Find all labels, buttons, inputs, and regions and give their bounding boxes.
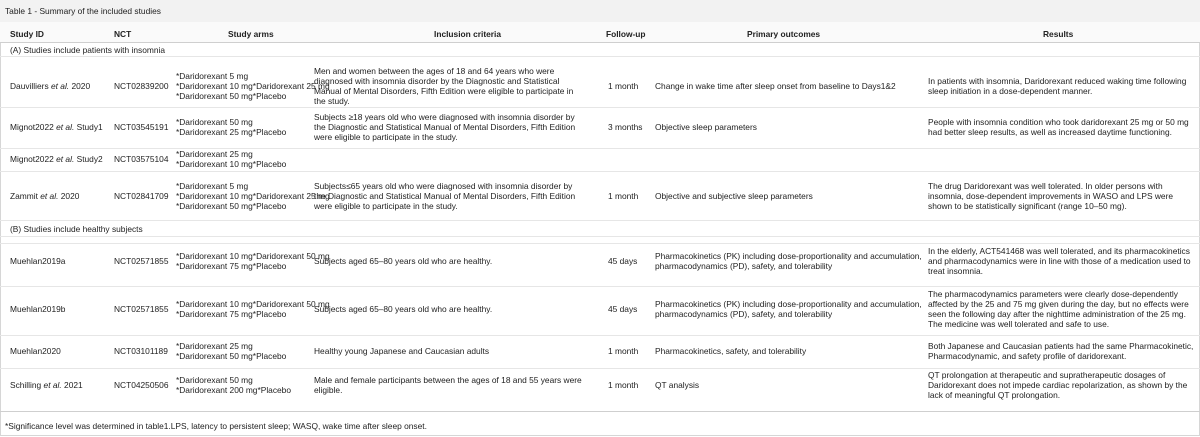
cell-inclusion-criteria-line: Subjects aged 65–80 years old who are healthy. [314,303,493,314]
cell-inclusion-criteria-line: Subjects≤65 years old who were diagnosed with insomnia disorder by [314,180,573,191]
cell-follow-up: 45 days [608,255,638,266]
study-name: Mignot2022 [10,121,54,132]
study-et-al: et al. [40,190,59,201]
cell-primary-outcomes-line: pharmacodynamics (PD), safety, and tolerability [655,309,833,319]
cell-nct: NCT03101189 [114,345,168,356]
cell-results-line: The pharmacodynamics parameters were clearly dose-dependently [928,288,1178,299]
cell-study-id [10,304,65,314]
cell-inclusion-criteria-line: the Diagnostic and Statistical Manual of Mental Disorders, Fifth Edition [314,121,576,132]
cell-study-id [10,256,65,266]
header-study-arms: Study arms [228,29,274,39]
cell-study-arms-line: *Daridorexant 50 mg*Placebo [176,91,287,102]
section-heading-healthy: (B) Studies include healthy subjects [10,224,143,234]
cell-results-line: People with insomnia condition who took daridorexant 25 mg or 50 mg [928,116,1189,127]
table-caption: Table 1 - Summary of the included studies [5,6,161,16]
cell-primary-outcomes-line: Pharmacokinetics, safety, and tolerability [655,345,807,356]
cell-study-arms-line: *Daridorexant 75 mg*Placebo [176,309,287,319]
study-name: Muehlan2019a [10,255,66,266]
cell-study-arms-line: *Daridorexant 25 mg*Placebo [176,127,287,137]
row-divider [0,56,1200,57]
row-divider [0,368,1200,369]
row-divider [0,148,1200,149]
row-divider [0,286,1200,287]
cell-primary-outcomes [655,251,922,271]
cell-inclusion-criteria [314,66,573,107]
cell-primary-outcomes [655,346,806,356]
cell-study-arms-line: *Daridorexant 50 mg*Placebo [176,201,287,212]
cell-inclusion-criteria-line: were eligible to participate in the study. [314,201,458,212]
cell-follow-up: 3 months [608,121,643,132]
cell-inclusion-criteria [314,256,492,266]
cell-study-arms [176,299,330,319]
row-divider [0,107,1200,108]
cell-results-line: shown to be statistically significant (range 10–50 mg). [928,201,1127,212]
study-name: Zammit [10,190,38,201]
cell-study-arms-line: *Daridorexant 50 mg [176,116,253,127]
study-name: Muehlan2020 [10,345,61,356]
cell-follow-up: 1 month [608,379,639,390]
cell-study-arms-line: *Daridorexant 25 mg [176,148,253,159]
cell-study-arms-line: *Daridorexant 10 mg*Daridorexant 50 mg [176,250,330,261]
header-primary-outcomes: Primary outcomes [747,29,821,39]
study-name: Mignot2022 [10,153,54,164]
table-header-row [0,22,1200,43]
header-results: Results [1043,29,1074,39]
cell-results [928,370,1187,401]
study-et-al: et al. [56,121,75,132]
cell-study-arms-line: *Daridorexant 50 mg*Placebo [176,351,287,361]
cell-results [928,76,1186,96]
cell-study-arms [176,71,330,102]
study-suffix: 2020 [69,80,91,91]
cell-nct: NCT03575104 [114,153,169,164]
cell-inclusion-criteria-line: the Diagnostic and Statistical Manual of Mental Disorders, Fifth Edition [314,190,576,201]
cell-results-line: Daridorexant does not impede cardiac repolarization, as shown by the [928,379,1188,390]
cell-study-id [10,81,90,91]
cell-primary-outcomes-line: Pharmacokinetics (PK) including dose-proportionality and accumulation, [655,298,922,309]
cell-results-line: In the elderly, ACT541468 was well tolerated, and its pharmacokinetics [928,245,1190,256]
cell-results [928,341,1193,361]
cell-primary-outcomes [655,380,699,390]
cell-inclusion-criteria-line: Men and women between the ages of 18 and 64 years who were [314,65,555,76]
cell-study-arms-line: *Daridorexant 10 mg*Daridorexant 50 mg [176,298,330,309]
study-suffix: 2021 [61,379,83,390]
cell-follow-up: 1 month [608,80,639,91]
study-name: Muehlan2019b [10,303,66,314]
cell-results-line: QT prolongation at therapeutic and supratherapeutic dosages of [928,369,1166,380]
cell-inclusion-criteria-line: Healthy young Japanese and Caucasian adults [314,345,490,356]
cell-follow-up: 45 days [608,303,638,314]
cell-study-arms [176,251,330,271]
cell-primary-outcomes [655,191,813,201]
cell-primary-outcomes-line: QT analysis [655,379,700,390]
section-heading-insomnia: (A) Studies include patients with insomnia [10,45,166,55]
study-suffix: Study1 [74,121,103,132]
cell-results-line: affected by the 25 and 75 mg given during the day, but no effects were [928,298,1189,309]
table-caption-bar [0,0,1200,23]
table-footer [0,411,1200,437]
cell-results [928,117,1189,137]
cell-study-id [10,191,79,201]
cell-inclusion-criteria-line: Manual of Mental Disorders, Fifth Edition were eligible to participate in [314,86,574,96]
cell-nct: NCT04250506 [114,379,169,390]
cell-inclusion-criteria-line: were eligible to participate in the study. [314,132,458,143]
study-et-al: et al. [43,379,62,390]
cell-study-arms-line: *Daridorexant 5 mg [176,70,249,81]
cell-inclusion-criteria [314,304,492,314]
study-suffix: 2020 [58,190,80,201]
row-divider [0,243,1200,244]
study-et-al: et al. [50,80,70,91]
header-nct: NCT [114,29,132,39]
cell-follow-up: 1 month [608,345,639,356]
cell-nct: NCT02841709 [114,190,169,201]
row-divider [0,236,1200,237]
cell-results-line: treat insomnia. [928,266,983,277]
cell-study-arms [176,117,286,137]
header-study-id: Study ID [10,29,44,39]
cell-primary-outcomes-line: Objective and subjective sleep parameters [655,190,813,201]
cell-study-arms [176,149,286,169]
cell-results [928,246,1191,277]
cell-study-arms [176,341,286,361]
cell-study-arms-line: *Daridorexant 50 mg [176,374,253,385]
cell-study-arms [176,375,291,395]
cell-results-line: The medicine was well tolerated and safe to use. [928,319,1110,330]
cell-inclusion-criteria [314,112,575,143]
cell-nct: NCT02571855 [114,303,169,314]
cell-study-arms-line: *Daridorexant 10 mg*Placebo [176,159,287,169]
cell-study-arms-line: *Daridorexant 200 mg*Placebo [176,385,291,395]
cell-study-arms-line: *Daridorexant 10 mg*Daridorexant 25 mg [176,80,330,91]
cell-study-arms-line: *Daridorexant 25 mg [176,340,253,351]
cell-primary-outcomes-line: pharmacodynamics (PD), safety, and tolerability [655,261,833,271]
cell-inclusion-criteria-line: Subjects ≥18 years old who were diagnosed with insomnia disorder by [314,111,575,122]
study-name: Schilling [10,379,42,390]
header-follow-up: Follow-up [606,29,646,39]
cell-study-arms [176,181,330,212]
cell-results-line: and pharmacodynamics were in line with those of a medication used to [928,255,1191,266]
cell-inclusion-criteria-line: diagnosed with insomnia disorder by the Diagnostic and Statistical [314,75,560,86]
cell-inclusion-criteria [314,375,582,395]
row-divider [0,335,1200,336]
header-inclusion-criteria: Inclusion criteria [434,29,502,39]
cell-primary-outcomes-line: Objective sleep parameters [655,121,757,132]
cell-study-id [10,380,83,390]
cell-results-line: had better sleep results, as well as increased daytime functioning. [928,127,1172,137]
row-divider [0,220,1200,221]
cell-inclusion-criteria-line: Subjects aged 65–80 years old who are healthy. [314,255,493,266]
cell-study-arms-line: *Daridorexant 10 mg*Daridorexant 25 mg [176,190,330,201]
cell-inclusion-criteria [314,181,575,212]
cell-primary-outcomes-line: Pharmacokinetics (PK) including dose-proportionality and accumulation, [655,250,922,261]
cell-results-line: The drug Daridorexant was well tolerated. In older persons with [928,180,1163,191]
cell-results-line: sleep initiation in a dose-dependent manner. [928,86,1093,96]
cell-results-line: seen the following day after the nighttime administration of the 25 mg. [928,309,1186,319]
cell-nct: NCT02571855 [114,255,169,266]
cell-nct: NCT02839200 [114,80,169,91]
study-et-al: et al. [56,153,75,164]
cell-study-arms-line: *Daridorexant 5 mg [176,180,249,191]
cell-follow-up: 1 month [608,190,639,201]
cell-primary-outcomes [655,122,757,132]
cell-results-line: Both Japanese and Caucasian patients had the same Pharmacokinetic, [928,340,1194,351]
cell-primary-outcomes [655,299,922,319]
cell-results-line: In patients with insomnia, Daridorexant reduced waking time following [928,75,1187,86]
cell-inclusion-criteria-line: eligible. [314,385,343,395]
table-footnote: *Significance level was determined in table1.LPS, latency to persistent sleep; WASQ, wake time after sleep onset. [5,421,427,431]
cell-results [928,181,1173,212]
cell-study-arms-line: *Daridorexant 75 mg*Placebo [176,261,287,271]
cell-results-line: Pharmacodynamic, and safety profile of daridorexant. [928,351,1127,361]
cell-primary-outcomes [655,81,896,91]
cell-primary-outcomes-line: Change in wake time after sleep onset from baseline to Days1&2 [655,80,896,91]
cell-study-id [10,154,103,164]
cell-study-id [10,346,61,356]
cell-results [928,289,1189,330]
cell-results-line: insomnia, dose-dependent improvements in WASO and LPS were [928,190,1174,201]
cell-inclusion-criteria-line: Male and female participants between the ages of 18 and 55 years were [314,374,582,385]
cell-results-line: lack of meaningful QT prolongation. [928,390,1061,401]
study-suffix: Study2 [74,153,103,164]
cell-inclusion-criteria-line: the study. [314,96,350,107]
cell-study-id [10,122,103,132]
cell-inclusion-criteria [314,346,489,356]
row-divider [0,171,1200,172]
study-name: Dauvilliers [10,80,49,91]
cell-nct: NCT03545191 [114,121,169,132]
